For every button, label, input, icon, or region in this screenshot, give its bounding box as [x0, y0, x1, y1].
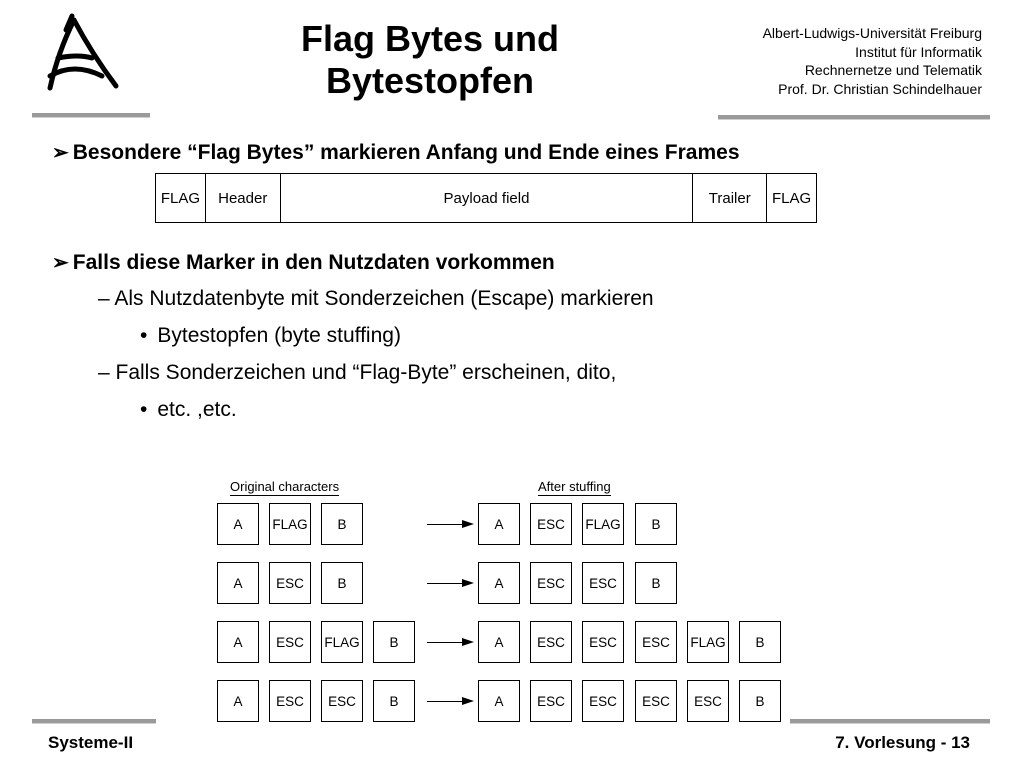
frame-cell-payload: Payload field [281, 174, 694, 222]
affiliation-university: Albert-Ludwigs-Universität Freiburg [762, 25, 982, 41]
footer-course-name: Systeme-II [48, 733, 134, 752]
stuffed-char-box: ESC [582, 680, 624, 722]
divider-top-left [32, 113, 150, 118]
university-logo-icon [30, 12, 126, 98]
bullet-flag-bytes [52, 140, 740, 165]
title-line-2: Bytestopfen [325, 60, 535, 101]
bullet-markers-in-payload [52, 250, 555, 275]
footer-slide-number: 7. Vorlesung - 13 [835, 733, 970, 752]
transform-arrow-icon [427, 524, 467, 525]
original-char-box: FLAG [321, 621, 363, 663]
stuffed-char-box: ESC [687, 680, 729, 722]
stuffed-char-box: A [478, 621, 520, 663]
original-characters-label: Original characters [230, 479, 340, 494]
original-char-box: A [217, 503, 259, 545]
arrow-bullet-icon: ➢ [52, 142, 69, 164]
original-char-box: ESC [269, 621, 311, 663]
transform-arrow-icon [427, 642, 467, 643]
stuffed-char-box: A [478, 503, 520, 545]
stuffed-char-box: FLAG [687, 621, 729, 663]
stuffed-char-box: B [635, 503, 677, 545]
original-char-box: A [217, 621, 259, 663]
sub-sub-bullet-byte-stuffing [140, 324, 401, 348]
affiliation-chair: Rechnernetze und Telematik [804, 62, 982, 78]
after-stuffing-label: After stuffing [538, 479, 611, 494]
sub-sub-bullet-etc [140, 398, 237, 422]
original-char-box: B [321, 562, 363, 604]
bullet-flag-bytes-text: Besondere “Flag Bytes” markieren Anfang und Ende eines Frames [72, 141, 740, 164]
stuffed-char-box: ESC [530, 503, 572, 545]
transform-arrowhead-icon [462, 697, 474, 705]
transform-arrowhead-icon [462, 579, 474, 587]
sub-bullet-flag-and-escape: – Falls Sonderzeichen und “Flag-Byte” erscheinen, dito, [98, 361, 617, 384]
stuffed-char-box: A [478, 562, 520, 604]
divider-bottom-left [32, 719, 156, 724]
arrow-bullet-icon: ➢ [52, 252, 69, 274]
title-line-1: Flag Bytes und [300, 18, 560, 59]
original-char-box: B [373, 680, 415, 722]
stuffed-char-box: FLAG [582, 503, 624, 545]
sub-bullet-escape: – Als Nutzdatenbyte mit Sonderzeichen (Escape) markieren [98, 287, 654, 310]
dot-bullet-icon: • [140, 398, 148, 421]
original-char-box: B [321, 503, 363, 545]
stuffed-char-box: ESC [635, 680, 677, 722]
original-char-box: FLAG [269, 503, 311, 545]
stuffed-char-box: A [478, 680, 520, 722]
frame-diagram [155, 173, 817, 223]
original-char-box: A [217, 680, 259, 722]
original-char-box: ESC [269, 562, 311, 604]
transform-arrowhead-icon [462, 638, 474, 646]
divider-bottom-right [790, 719, 990, 724]
original-char-box: ESC [321, 680, 363, 722]
stuffed-char-box: B [635, 562, 677, 604]
original-char-box: B [373, 621, 415, 663]
stuffed-char-box: ESC [530, 680, 572, 722]
affiliation-institute: Institut für Informatik [855, 43, 982, 60]
frame-cell-flag-end: FLAG [771, 189, 812, 207]
transform-arrow-icon [427, 583, 467, 584]
stuffed-char-box: ESC [582, 621, 624, 663]
byte-stuffing-text: Bytestopfen (byte stuffing) [157, 324, 401, 347]
stuffed-char-box: ESC [582, 562, 624, 604]
dot-bullet-icon: • [140, 324, 148, 347]
transform-arrow-icon [427, 701, 467, 702]
divider-top-right [718, 115, 990, 120]
stuffed-char-box: ESC [635, 621, 677, 663]
frame-cell-header: Header [206, 174, 281, 222]
affiliation-professor: Prof. Dr. Christian Schindelhauer [778, 80, 982, 97]
frame-cell-flag-start: FLAG [156, 174, 206, 222]
slide-title [230, 18, 630, 102]
stuffed-char-box: B [739, 621, 781, 663]
bullet-markers-text: Falls diese Marker in den Nutzdaten vorkommen [72, 251, 555, 274]
original-char-box: A [217, 562, 259, 604]
stuffed-char-box: ESC [530, 562, 572, 604]
stuffed-char-box: B [739, 680, 781, 722]
original-char-box: ESC [269, 680, 311, 722]
frame-cell-trailer: Trailer [693, 174, 767, 222]
etc-text: etc. ,etc. [157, 398, 237, 421]
transform-arrowhead-icon [462, 520, 474, 528]
stuffed-char-box: ESC [530, 621, 572, 663]
affiliation-block [763, 24, 982, 98]
